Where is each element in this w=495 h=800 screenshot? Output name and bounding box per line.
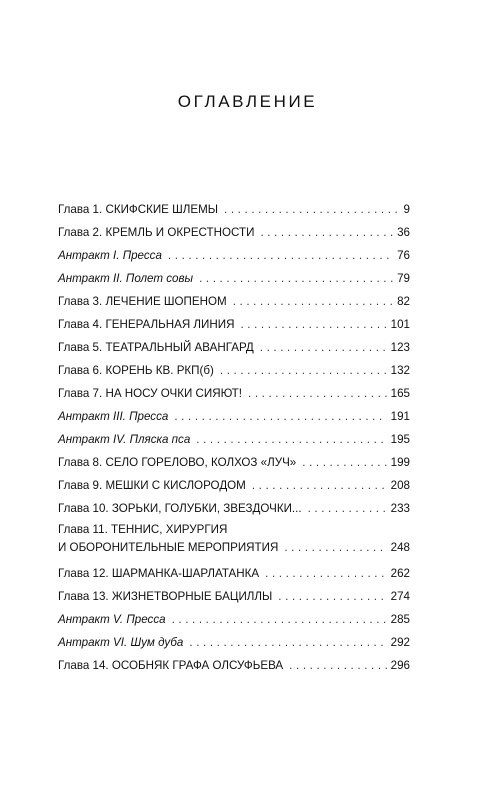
toc-entry-title: ШАРМАНКА-ШАРЛАТАНКА (111, 567, 260, 580)
toc-entry-title: МЕШКИ С КИСЛОРОДОМ (105, 479, 246, 492)
dot-leader (240, 317, 386, 332)
toc-entry-prefix: Антракт IV. (58, 433, 127, 446)
toc-entry (58, 294, 410, 309)
toc-entry-title: Пресса (129, 410, 169, 423)
toc-entry-page: 165 (390, 387, 410, 400)
toc-entry-page: 233 (390, 502, 410, 515)
toc-entry (58, 340, 410, 355)
toc-entry-page: 36 (397, 226, 410, 239)
toc-entry-label (58, 612, 166, 627)
toc-entry-label (58, 248, 162, 263)
toc-entry (58, 522, 410, 555)
toc-entry (58, 566, 410, 581)
toc-entry-page: 274 (390, 590, 410, 603)
toc-entry-prefix: Глава 7. (58, 387, 103, 400)
dot-leader (260, 340, 387, 355)
dot-leader (265, 566, 387, 581)
toc-entry-label (58, 566, 259, 581)
toc-entry-title: ТЕАТРАЛЬНЫЙ АВАНГАРД (105, 341, 254, 354)
toc-entry-prefix: Глава 3. (58, 295, 103, 308)
toc-entry-title: Пресса (122, 249, 162, 262)
toc-entry-title: Пляска пса (129, 433, 191, 446)
toc-entry-prefix: Глава 4. (58, 318, 103, 331)
toc-entry-title: ЖИЗНЕТВОРНЫЕ БАЦИЛЛЫ (111, 590, 273, 603)
toc-entry-label (58, 409, 168, 424)
toc-entry-title: ЗОРЬКИ, ГОЛУБКИ, ЗВЕЗДОЧКИ... (111, 502, 302, 515)
toc-entry-page: 9 (403, 203, 410, 216)
toc-entry-page: 292 (390, 636, 410, 649)
toc-entry-title: Полет совы (125, 272, 194, 285)
dot-leader (252, 478, 387, 493)
dot-leader (174, 409, 386, 424)
toc-entry-first-line (58, 522, 410, 540)
toc-entry-label (58, 225, 254, 240)
toc-entry-prefix: Глава 5. (58, 341, 103, 354)
toc-entry-title: ЛЕЧЕНИЕ ШОПЕНОМ (105, 295, 227, 308)
toc-entry-label (58, 589, 272, 604)
toc-entry-title: КРЕМЛЬ И ОКРЕСТНОСТИ (105, 226, 255, 239)
toc-entry-prefix: Глава 12. (58, 567, 109, 580)
toc-entry-prefix: Глава 14. (58, 659, 109, 672)
toc-entry-label (58, 202, 218, 217)
toc-entry-prefix: Глава 9. (58, 479, 103, 492)
dot-leader (168, 248, 393, 263)
toc-entry (58, 589, 410, 604)
toc-entry-prefix: Антракт II. (58, 272, 123, 285)
toc-entry-page: 123 (390, 341, 410, 354)
toc-entry-title: СЕЛО ГОРЕЛОВО, КОЛХОЗ «ЛУЧ» (105, 456, 297, 469)
dot-leader (172, 612, 387, 627)
dot-leader (248, 386, 387, 401)
toc-entry-title: КОРЕНЬ КВ. РКП(б) (105, 364, 214, 377)
toc-entry-title: Пресса (126, 613, 166, 626)
toc-entry-label (58, 501, 302, 516)
toc-entry-label (58, 432, 190, 447)
toc-entry-prefix: Глава 6. (58, 364, 103, 377)
toc-entry-page: 191 (390, 410, 410, 423)
toc-entry (58, 432, 410, 447)
toc-entry (58, 635, 410, 650)
toc-entry-prefix: Антракт III. (58, 410, 126, 423)
toc-entry-title: ОСОБНЯК ГРАФА ОЛСУФЬЕВА (111, 659, 284, 672)
toc-entry (58, 658, 410, 673)
toc-entry-label (58, 340, 254, 355)
toc-entry-title: ГЕНЕРАЛЬНАЯ ЛИНИЯ (105, 318, 235, 331)
dot-leader (224, 202, 400, 217)
dot-leader (289, 658, 386, 673)
toc-entry-page: 296 (390, 659, 410, 672)
dot-leader (220, 363, 387, 378)
toc-entry-page: 199 (390, 456, 410, 469)
toc-entry-title: Шум дуба (130, 636, 184, 649)
toc-entry (58, 409, 410, 424)
toc-entry-prefix: Антракт I. (58, 249, 120, 262)
toc-entry-label (58, 317, 234, 332)
toc-entry-title-continued: И ОБОРОНИТЕЛЬНЫЕ МЕРОПРИЯТИЯ (58, 541, 279, 554)
toc-entry-page: 248 (390, 541, 410, 554)
toc-entry-label (58, 386, 242, 401)
toc-entry-prefix: Глава 2. (58, 226, 103, 239)
toc-entry-label (58, 658, 283, 673)
toc-entry-page: 76 (397, 249, 410, 262)
toc-entry-page: 208 (390, 479, 410, 492)
toc-entry-label (58, 294, 227, 309)
toc-entry (58, 501, 410, 516)
dot-leader (233, 294, 393, 309)
dot-leader (278, 589, 386, 604)
toc-entry (58, 478, 410, 493)
toc-entry (58, 455, 410, 470)
toc-entry-page: 101 (390, 318, 410, 331)
toc-entry-label (58, 271, 193, 286)
toc-entry-title: ТЕННИС, ХИРУРГИЯ (111, 523, 228, 536)
toc-entry-page: 262 (390, 567, 410, 580)
toc-entry-page: 132 (390, 364, 410, 377)
toc-entry-label (58, 455, 296, 470)
dot-leader (302, 455, 386, 470)
toc-entry-prefix: Глава 10. (58, 502, 109, 515)
toc-entry-prefix: Антракт VI. (58, 636, 128, 649)
dot-leader (260, 225, 393, 240)
toc-entry-page: 195 (390, 433, 410, 446)
toc-entry-prefix: Глава 11. (58, 523, 108, 536)
toc-entry-title: НА НОСУ ОЧКИ СИЯЮТ! (105, 387, 242, 400)
toc-entry-label (58, 478, 246, 493)
toc-entry (58, 317, 410, 332)
dot-leader (308, 501, 387, 516)
toc-entry-prefix: Глава 1. (58, 203, 103, 216)
toc-entry-label (58, 363, 214, 378)
toc-entry (58, 363, 410, 378)
toc-entry (58, 271, 410, 286)
toc-entry-title: СКИФСКИЕ ШЛЕМЫ (105, 203, 219, 216)
toc-entry (58, 202, 410, 217)
toc-entry-label (58, 635, 183, 650)
toc-entry (58, 248, 410, 263)
toc-entry (58, 612, 410, 627)
toc-entry-page: 82 (397, 295, 410, 308)
toc-entry-prefix: Глава 8. (58, 456, 103, 469)
toc-entry-prefix: Антракт V. (58, 613, 124, 626)
dot-leader (284, 540, 386, 555)
toc-entry (58, 386, 410, 401)
dot-leader (196, 432, 386, 447)
toc-entry-prefix: Глава 13. (58, 590, 109, 603)
dot-leader (189, 635, 386, 650)
page-title: ОГЛАВЛЕНИЕ (177, 92, 318, 111)
dot-leader (199, 271, 393, 286)
toc-entry-page: 79 (397, 272, 410, 285)
toc-entry-page: 285 (390, 613, 410, 626)
toc-entry (58, 225, 410, 240)
